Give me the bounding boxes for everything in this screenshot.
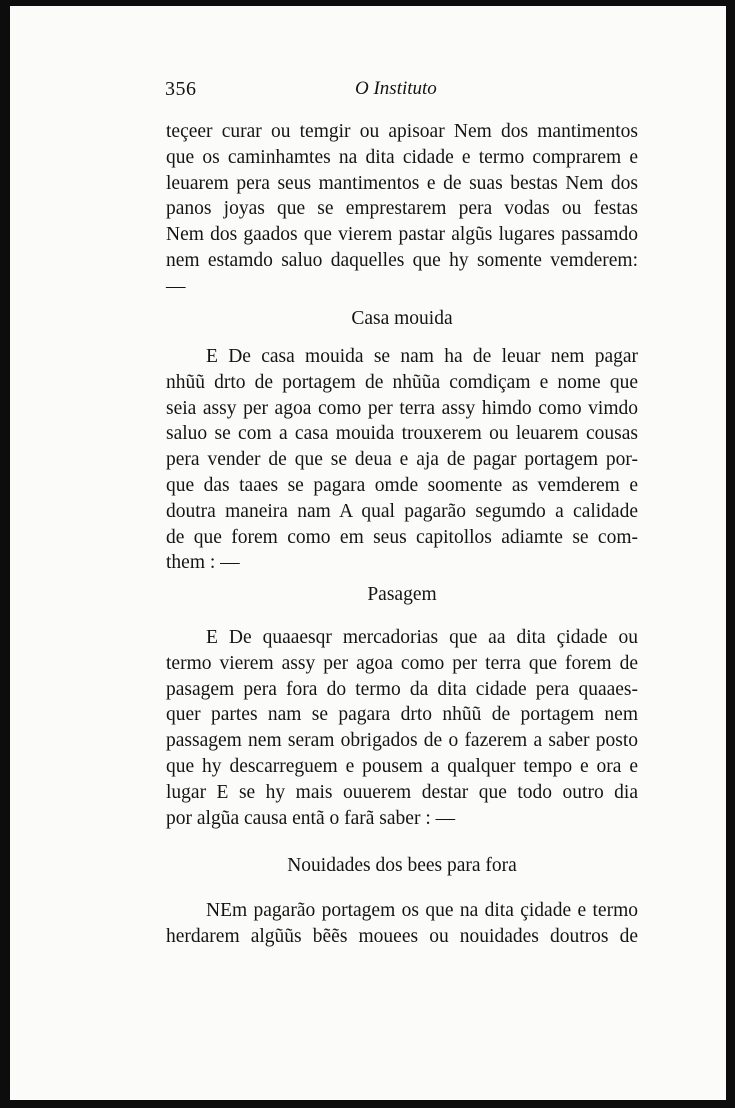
paragraph-opening — [166, 119, 638, 297]
page-number: 356 — [165, 78, 197, 100]
text-line: them : — — [166, 552, 240, 574]
paragraph-casa-mouida — [166, 344, 638, 576]
section-heading-nouidades: Nouidades dos bees para fora — [287, 855, 517, 876]
text-line: passagem nem seram obrigados de o fazerem a saber posto — [166, 730, 638, 752]
text-line: herdarem algũũs bẽẽs mouees ou nouidades doutros de — [166, 925, 638, 947]
text-line: por algũa causa entã o farã saber : — — [166, 807, 456, 829]
text-line: doutra maneira nam A qual pagarão segumdo a calidade — [166, 500, 638, 522]
text-line: de que forem como em seus capitollos adiamte se com- — [166, 526, 638, 548]
text-line: seia assy per agoa como per terra assy himdo como vimdo — [166, 397, 638, 419]
text-line: pera vender de que se deua e aja de pagar portagem por- — [166, 449, 638, 471]
text-line: teçeer curar ou temgir ou apisoar Nem dos mantimentos — [166, 121, 638, 142]
text-line: NEm pagarão portagem os que na dita çidade e termo — [206, 900, 638, 921]
text-line: que hy descarreguem e pousem a qualquer tempo e ora e — [166, 755, 638, 777]
paragraph-nouidades — [166, 898, 638, 950]
text-line: leuarem pera seus mantimentos e de suas bestas Nem dos — [166, 172, 638, 194]
text-line: nhũũ drto de portagem de nhũũa comdiçam e nome que — [166, 371, 638, 393]
text-line: que das taaes se pagara omde soomente as vemderem e — [166, 474, 638, 496]
section-heading-casa-mouida: Casa mouida — [351, 308, 453, 329]
running-head — [10, 76, 726, 112]
text-line: E De casa mouida se nam ha de leuar nem pagar — [206, 346, 638, 367]
text-line: lugar E se hy mais ouuerem destar que todo outro dia — [166, 781, 638, 803]
book-page — [10, 6, 726, 1100]
text-line: nem estamdo saluo daquelles que hy somente vemderem: — — [166, 249, 638, 297]
section-heading-pasagem: Pasagem — [367, 584, 437, 605]
text-line: saluo se com a casa mouida trouxerem ou leuarem cousas — [166, 423, 638, 445]
text-line: que os caminhamtes na dita cidade e termo comprarem e — [166, 146, 638, 168]
text-line: quer partes nam se pagara drto nhũũ de portagem nem — [166, 704, 638, 726]
text-line: E De quaaesqr mercadorias que aa dita çidade ou — [206, 627, 638, 648]
text-line: pasagem pera fora do termo da dita cidade pera quaaes- — [166, 678, 638, 700]
text-line: panos joyas que se emprestarem pera vodas ou festas — [166, 198, 638, 220]
running-title: O Instituto — [355, 78, 437, 99]
paragraph-pasagem — [166, 625, 638, 831]
text-line: termo vierem assy per agoa como per terra que forem de — [166, 652, 638, 674]
text-line: Nem dos gaados que vierem pastar algũs lugares passamdo — [166, 224, 638, 246]
